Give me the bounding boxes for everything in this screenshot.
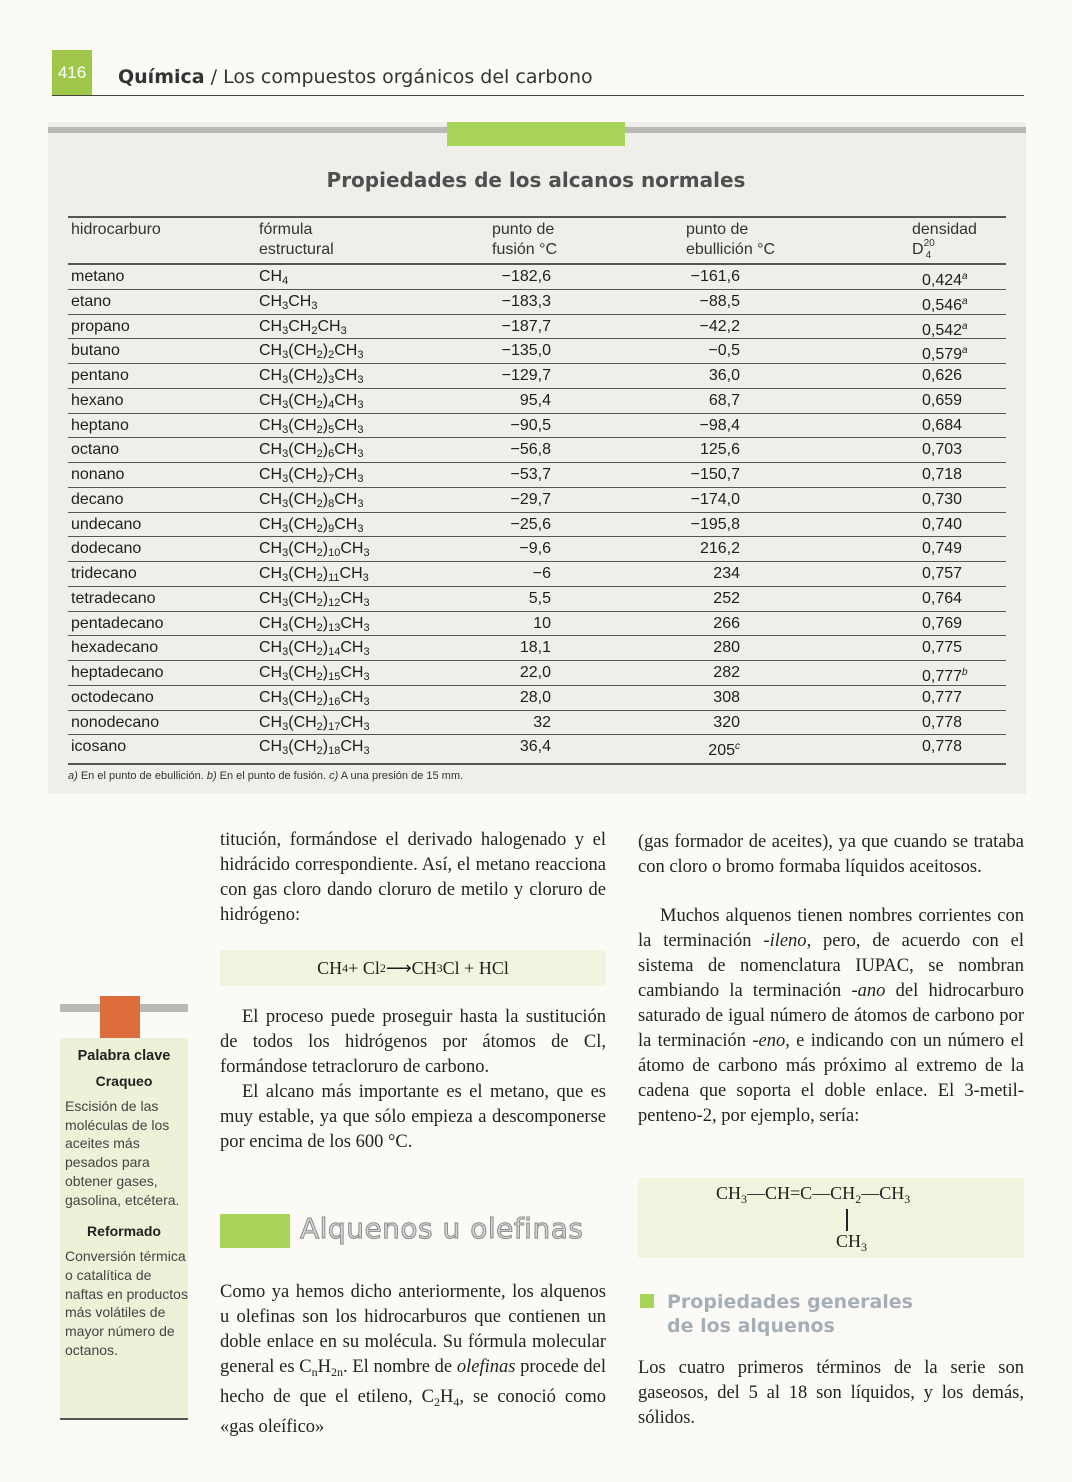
- cell-fusion: 10: [533, 614, 551, 632]
- cell-name: metano: [71, 268, 125, 285]
- cell-densidad: 0,546$^a$: [922, 295, 968, 314]
- table-row: [68, 661, 1006, 686]
- cell-ebullicion: −161,6: [690, 268, 740, 285]
- col-header-hidrocarburo: hidrocarburo: [71, 221, 161, 238]
- col-header-densidad: densidad D 20 4: [912, 221, 977, 261]
- subsection-marker: [640, 1294, 654, 1308]
- cell-ebullicion: 125,6: [699, 441, 740, 459]
- cell-ebullicion: −174,0: [690, 490, 740, 508]
- cell-ebullicion: −0,5: [708, 342, 740, 360]
- cell-densidad: 0,775: [922, 639, 963, 657]
- cell-densidad: 0,740: [922, 515, 963, 533]
- table-body: [68, 265, 1006, 760]
- equation-chlorination: CH 4 + Cl 2 ⟶ CH 3 Cl + HCl: [220, 950, 606, 986]
- keyword-sidebar: [60, 1038, 188, 1420]
- cell-fusion: −29,7: [510, 490, 551, 508]
- table-panel-tab: [447, 122, 625, 146]
- cell-fusion: 36,4: [519, 738, 551, 756]
- cell-fusion: −129,7: [501, 367, 551, 384]
- cell-formula: $CH_3(CH_2)_{14}CH_3$: [259, 639, 370, 659]
- cell-fusion: 32: [533, 713, 551, 731]
- cell-densidad: 0,626: [922, 367, 963, 384]
- cell-fusion: −6: [532, 565, 551, 582]
- cell-ebullicion: 205$^c$: [708, 741, 740, 760]
- table-row: [68, 290, 1006, 315]
- sidebar-marker: [100, 996, 140, 1038]
- cell-densidad: 0,777: [922, 688, 963, 706]
- cell-densidad: 0,684: [922, 416, 963, 434]
- cell-densidad: 0,703: [922, 441, 963, 459]
- paragraph-col2-2: Muchos alquenos tienen nombres corrientes con la terminación -ileno, pero, de acuerdo con el sistema de nomenclatura IUPAC, se nombran cambiando la terminación -ano del hidrocarburo saturado de igual número de átomos de carbono por la terminación -eno, e indicando con un número el átomo de carbono más próximo al extremo de la cadena que soporta el doble enlace. El 3-metil-penteno-2, por ejemplo, sería:: [638, 906, 1024, 1126]
- paragraph-col1-3: El alcano más importante es el metano, que es muy estable, ya que sólo empieza a descomponerse por encima de los 600 °C.: [220, 1082, 606, 1152]
- cell-densidad: 0,749: [922, 540, 963, 558]
- cell-densidad: 0,730: [922, 490, 963, 508]
- cell-ebullicion: −195,8: [690, 515, 740, 533]
- table-row: [68, 265, 1006, 290]
- header-rule: [52, 95, 1024, 96]
- cell-formula: $CH_3(CH_2)_2CH_3$: [259, 342, 364, 362]
- cell-fusion: −187,7: [501, 317, 551, 335]
- cell-name: propano: [71, 317, 130, 335]
- cell-name: tridecano: [71, 565, 137, 582]
- cell-densidad: 0,579$^a$: [922, 345, 968, 364]
- cell-ebullicion: −42,2: [699, 317, 740, 335]
- cell-ebullicion: 234: [713, 565, 740, 582]
- table-row: [68, 686, 1006, 711]
- sidebar-def-craqueo: Escisión de las moléculas de los aceites más pesados para obtener gases, gasolina, etcétera.: [65, 1098, 180, 1208]
- table-row: [68, 735, 1006, 760]
- cell-formula: $CH_3(CH_2)_{12}CH_3$: [259, 589, 370, 609]
- table-top-rule: [68, 216, 1006, 218]
- cell-fusion: −53,7: [510, 466, 551, 483]
- cell-ebullicion: −98,4: [699, 416, 740, 434]
- cell-fusion: −25,6: [510, 515, 551, 533]
- cell-formula: $CH_3(CH_2)_{11}CH_3$: [259, 565, 369, 584]
- structural-bond: [846, 1209, 848, 1231]
- cell-formula: $CH_3(CH_2)_{13}CH_3$: [259, 614, 370, 634]
- cell-ebullicion: 266: [713, 614, 740, 632]
- cell-densidad: 0,424$^a$: [922, 271, 968, 289]
- cell-formula: $CH_3(CH_2)_{16}CH_3$: [259, 688, 370, 708]
- cell-fusion: −9,6: [519, 540, 551, 558]
- sidebar-def-reformado: Conversión térmica o catalítica de naftas en productos más volátiles de mayor número de octanos.: [65, 1248, 188, 1358]
- sidebar-term-reformado: Reformado: [87, 1223, 161, 1240]
- cell-densidad: 0,764: [922, 589, 963, 607]
- table-row: [68, 414, 1006, 439]
- cell-formula: $CH_3(CH_2)_6CH_3$: [259, 441, 364, 461]
- cell-fusion: −182,6: [501, 268, 551, 285]
- cell-name: octodecano: [71, 688, 154, 706]
- running-head: [118, 66, 593, 88]
- cell-fusion: 18,1: [519, 639, 551, 657]
- cell-densidad: 0,778: [922, 713, 963, 731]
- cell-densidad: 0,718: [922, 466, 963, 483]
- cell-name: decano: [71, 490, 124, 508]
- table-row: [68, 537, 1006, 562]
- paragraph-col1-2: El proceso puede proseguir hasta la sustitución de todos los hidrógenos por átomos de Cl, formándose tetracloruro de carbono.: [220, 1007, 606, 1077]
- cell-ebullicion: 216,2: [699, 540, 740, 558]
- table-row: [68, 463, 1006, 488]
- cell-formula: $CH_3(CH_2)_3CH_3$: [259, 367, 364, 386]
- page-number: 416: [52, 50, 92, 96]
- cell-name: hexadecano: [71, 639, 159, 657]
- sidebar-term-craqueo: Craqueo: [95, 1073, 153, 1089]
- subject-title: Química: [118, 66, 205, 88]
- cell-name: butano: [71, 342, 120, 360]
- cell-formula: $CH_3(CH_2)_{18}CH_3$: [259, 738, 370, 758]
- cell-fusion: 22,0: [519, 664, 551, 681]
- cell-name: nonodecano: [71, 713, 160, 731]
- table-title: Propiedades de los alcanos normales: [326, 168, 746, 192]
- cell-ebullicion: 280: [713, 639, 740, 657]
- cell-ebullicion: 282: [713, 664, 740, 681]
- table-row: [68, 612, 1006, 637]
- cell-formula: $CH_3(CH_2)_8CH_3$: [259, 490, 364, 510]
- cell-name: pentadecano: [71, 614, 164, 632]
- cell-formula: $CH_3(CH_2)_9CH_3$: [259, 515, 364, 535]
- table-row: [68, 438, 1006, 463]
- table-row: [68, 562, 1006, 587]
- cell-formula: $CH_3(CH_2)_{17}CH_3$: [259, 713, 370, 733]
- cell-ebullicion: 36,0: [708, 367, 740, 384]
- table-row: [68, 339, 1006, 364]
- cell-formula: $CH_3(CH_2)_{15}CH_3$: [259, 664, 370, 683]
- cell-ebullicion: 320: [713, 713, 740, 731]
- cell-formula: $CH_3CH_2CH_3$: [259, 317, 347, 337]
- section-marker: [220, 1214, 290, 1248]
- paragraph-col2-1: (gas formador de aceites), ya que cuando se trataba con cloro o bromo formaba líquidos aceitosos.: [638, 832, 1024, 877]
- subsection-title: Propiedades generales de los alquenos: [667, 1291, 913, 1337]
- table-row: [68, 513, 1006, 538]
- cell-name: etano: [71, 292, 112, 310]
- table-row: [68, 364, 1006, 389]
- cell-densidad: 0,757: [922, 565, 963, 582]
- table-bottom-rule: [68, 763, 1006, 765]
- cell-formula: $CH_3CH_3$: [259, 292, 318, 312]
- cell-name: heptano: [71, 416, 129, 434]
- table-row: [68, 488, 1006, 513]
- cell-name: nonano: [71, 466, 125, 483]
- col-header-formula: fórmula estructural: [259, 221, 334, 258]
- structural-formula-branch: $CH_3$: [836, 1231, 868, 1254]
- cell-fusion: −183,3: [501, 292, 551, 310]
- cell-fusion: −135,0: [501, 342, 551, 360]
- structural-formula-chain: $CH_3—CH=C—CH_2—CH_3$: [716, 1183, 911, 1206]
- structural-formula: [638, 1178, 1024, 1258]
- cell-formula: $CH_4$: [259, 268, 289, 287]
- table-row: [68, 389, 1006, 414]
- cell-formula: $CH_3(CH_2)_5CH_3$: [259, 416, 364, 436]
- cell-name: dodecano: [71, 540, 142, 558]
- cell-name: undecano: [71, 515, 142, 533]
- cell-name: pentano: [71, 367, 129, 384]
- cell-densidad: 0,769: [922, 614, 963, 632]
- paragraph-col1-4: Como ya hemos dicho anteriormente, los alquenos u olefinas son los hidrocarburos que contienen un doble enlace en su molécula. Su fórmula molecular general es $C_nH_{2n}$. El nombre de olefinas procede del hecho de que el etileno, $C_2H_4$, se conoció como «gas oleífico»: [220, 1282, 606, 1437]
- table-row: [68, 315, 1006, 340]
- table-row: [68, 587, 1006, 612]
- cell-fusion: −56,8: [510, 441, 551, 459]
- cell-fusion: −90,5: [510, 416, 551, 434]
- cell-densidad: 0,659: [922, 391, 963, 409]
- chapter-title: Los compuestos orgánicos del carbono: [223, 66, 593, 88]
- cell-name: heptadecano: [71, 664, 164, 681]
- cell-fusion: 95,4: [519, 391, 551, 409]
- cell-fusion: 5,5: [528, 589, 551, 607]
- table-footnote: a) En el punto de ebullición. b) En el punto de fusión. c) A una presión de 15 mm.: [68, 770, 464, 782]
- cell-name: hexano: [71, 391, 124, 409]
- cell-ebullicion: −88,5: [699, 292, 740, 310]
- cell-formula: $CH_3(CH_2)_4CH_3$: [259, 391, 364, 411]
- cell-ebullicion: 252: [713, 589, 740, 607]
- cell-densidad: 0,777$^b$: [922, 667, 968, 685]
- cell-ebullicion: 308: [713, 688, 740, 706]
- paragraph-col2-3: Los cuatro primeros términos de la serie son gaseosos, del 5 al 18 son líquidos, y los demás, sólidos.: [638, 1358, 1024, 1428]
- cell-ebullicion: 68,7: [708, 391, 740, 409]
- cell-fusion: 28,0: [519, 688, 551, 706]
- col-header-fusion: punto de fusión °C: [492, 221, 558, 258]
- cell-densidad: 0,778: [922, 738, 963, 756]
- cell-formula: $CH_3(CH_2)_7CH_3$: [259, 466, 364, 485]
- section-title: Alquenos u olefinas: [300, 1212, 584, 1245]
- table-row: [68, 636, 1006, 661]
- cell-name: tetradecano: [71, 589, 156, 607]
- cell-name: icosano: [71, 738, 127, 756]
- paragraph-col1-1: titución, formándose el derivado halogenado y el hidrácido correspondiente. Así, el metano reacciona con gas cloro dando cloruro de metilo y cloruro de hidrógeno:: [220, 830, 606, 925]
- sidebar-title: Palabra clave: [77, 1048, 171, 1064]
- col-header-ebullicion: punto de ebullición °C: [686, 221, 776, 258]
- cell-ebullicion: −150,7: [690, 466, 740, 483]
- cell-formula: $CH_3(CH_2)_{10}CH_3$: [259, 540, 370, 560]
- table-row: [68, 711, 1006, 736]
- cell-densidad: 0,542$^a$: [922, 320, 968, 339]
- cell-name: octano: [71, 441, 120, 459]
- running-head-separator: /: [204, 66, 224, 88]
